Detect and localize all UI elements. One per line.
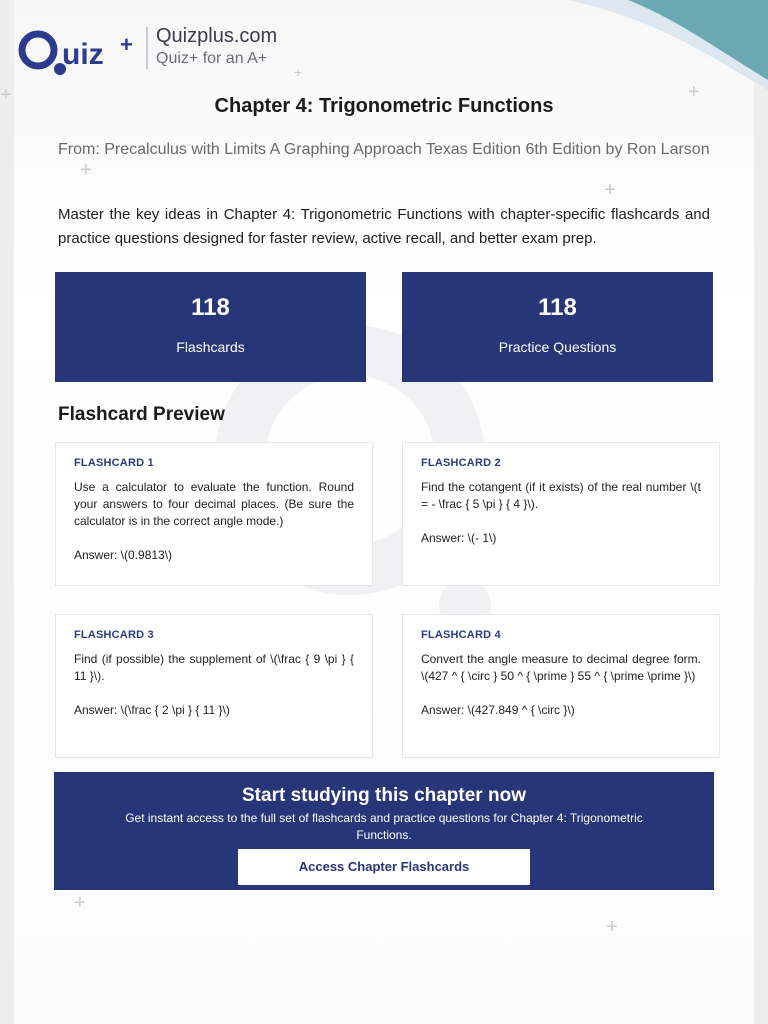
flashcard-question: Find the cotangent (if it exists) of the real number \(t = - \frac { 5 \pi } { 4 }\). xyxy=(421,480,701,511)
page-edge-right xyxy=(754,0,768,1024)
access-flashcards-button[interactable]: Access Chapter Flashcards xyxy=(238,849,530,885)
plus-decoration: + xyxy=(688,81,700,103)
flashcard-label: FLASHCARD 3 xyxy=(74,629,154,641)
flashcard-answer: Answer: \(- 1\) xyxy=(421,531,497,545)
flashcards-count-box xyxy=(55,272,366,382)
flashcard-answer: Answer: \(\frac { 2 \pi } { 11 }\) xyxy=(74,703,230,717)
plus-decoration: + xyxy=(294,64,303,80)
flashcard-label: FLASHCARD 2 xyxy=(421,457,501,469)
flashcard-2 xyxy=(402,442,720,586)
plus-decoration: + xyxy=(606,916,618,938)
cta-banner xyxy=(54,772,714,890)
practice-questions-count: 118 xyxy=(538,294,577,321)
practice-questions-count-label: Practice Questions xyxy=(498,339,617,355)
corner-decoration xyxy=(568,0,768,90)
flashcard-4 xyxy=(402,614,720,758)
flashcard-answer: Answer: \(0.9813\) xyxy=(74,548,173,562)
flashcard-question: Find (if possible) the supplement of \(\frac { 9 \pi } { 11 }\). xyxy=(74,652,354,683)
page-title: Chapter 4: Trigonometric Functions xyxy=(214,95,554,117)
flashcard-question: Convert the angle measure to decimal degree form. \(427 ^ { \circ } 50 ^ { \prime } 55 ^ { \prime \prime }\) xyxy=(421,652,701,683)
book-source: From: Precalculus with Limits A Graphing Approach Texas Edition 6th Edition by Ron Larson xyxy=(58,141,710,158)
flashcard-label: FLASHCARD 4 xyxy=(421,629,501,641)
plus-decoration: + xyxy=(604,179,616,201)
flashcards-count-label: Flashcards xyxy=(176,339,245,355)
flashcards-count: 118 xyxy=(191,294,230,321)
logo-divider xyxy=(146,27,148,69)
cta-title: Start studying this chapter now xyxy=(242,785,526,806)
plus-decoration: + xyxy=(80,159,92,181)
site-tagline: Quiz+ for an A+ xyxy=(156,50,268,67)
cta-description: Get instant access to the full set of flashcards and practice questions for Chapter 4: Trigonometric Functions. xyxy=(125,811,643,842)
chapter-intro: Master the key ideas in Chapter 4: Trigonometric Functions with chapter-specific flashcards and practice questions designed for faster review, active recall, and better exam prep. xyxy=(58,206,710,247)
practice-questions-count-box xyxy=(402,272,713,382)
svg-text:uiz: uiz xyxy=(62,38,104,71)
site-name[interactable]: Quizplus.com xyxy=(156,25,278,47)
svg-text:+: + xyxy=(120,32,133,57)
plus-decoration: + xyxy=(74,892,86,914)
flashcard-label: FLASHCARD 1 xyxy=(74,457,154,469)
flashcard-1 xyxy=(55,442,373,586)
flashcard-question: Use a calculator to evaluate the function. Round your answers to four decimal places. (Be sure the calculator is in the correct angle mode.) xyxy=(74,480,354,528)
plus-decoration: + xyxy=(0,84,12,106)
flashcard-answer: Answer: \(427.849 ^ { \circ }\) xyxy=(421,703,575,717)
page-edge-left xyxy=(0,0,14,1024)
quizplus-logo xyxy=(16,26,146,78)
flashcard-3 xyxy=(55,614,373,758)
flashcard-preview-heading: Flashcard Preview xyxy=(58,404,225,425)
